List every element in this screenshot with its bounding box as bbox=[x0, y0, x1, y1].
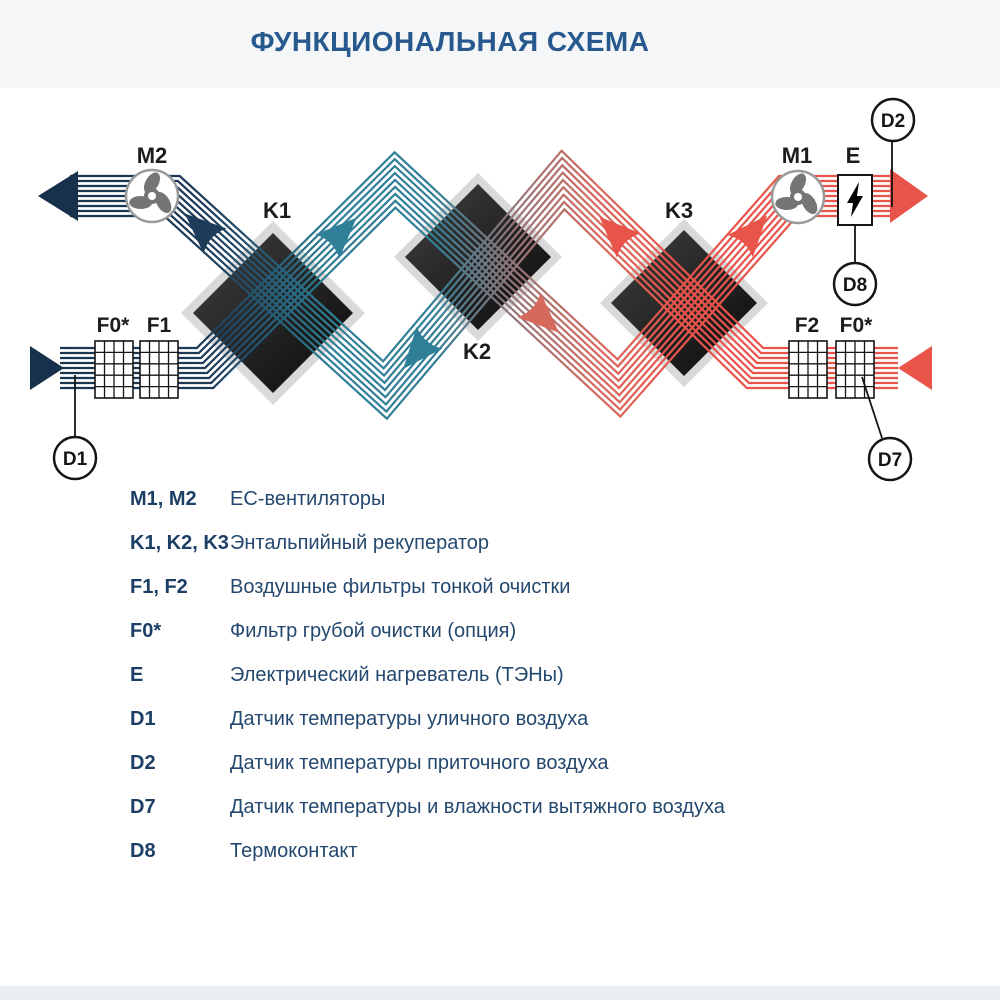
label-exchanger-k2: K2 bbox=[462, 339, 492, 364]
filter-f0-right bbox=[836, 341, 874, 398]
legend bbox=[130, 486, 910, 882]
fan-m1-icon bbox=[770, 171, 827, 223]
legend-key: D1 bbox=[130, 708, 156, 730]
legend-row bbox=[130, 618, 910, 644]
label-fan-m2: M2 bbox=[136, 143, 168, 168]
legend-key: F0* bbox=[130, 620, 162, 642]
street-intake-arrow-icon bbox=[30, 346, 64, 390]
label-exchanger-k1: K1 bbox=[262, 198, 292, 223]
exhaust-outlet-arrow-icon bbox=[38, 171, 78, 221]
filter-f2 bbox=[789, 341, 827, 398]
legend-row bbox=[130, 838, 910, 864]
sensor-d1 bbox=[54, 437, 96, 479]
legend-description: Датчик температуры приточного воздуха bbox=[230, 752, 609, 774]
legend-row bbox=[130, 530, 910, 556]
label-fan-m1: M1 bbox=[781, 143, 813, 168]
heater-e bbox=[838, 175, 872, 225]
sensor-d1-label: D1 bbox=[62, 448, 88, 470]
fan-m2-icon bbox=[124, 170, 181, 222]
supply-outlet-arrow-icon bbox=[890, 169, 928, 223]
legend-description: Фильтр грубой очистки (опция) bbox=[230, 620, 517, 642]
legend-row bbox=[130, 706, 910, 732]
sensor-d2 bbox=[872, 99, 914, 141]
sensor-d7 bbox=[869, 438, 911, 480]
legend-description: Воздушные фильтры тонкой очистки bbox=[230, 576, 571, 598]
legend-description: Датчик температуры уличного воздуха bbox=[230, 708, 589, 730]
page-title: ФУНКЦИОНАЛЬНАЯ СХЕМА bbox=[250, 26, 650, 57]
sensor-d2-label: D2 bbox=[880, 110, 906, 132]
legend-description: Термоконтакт bbox=[230, 840, 358, 862]
sensor-d8 bbox=[834, 263, 876, 305]
extract-intake-arrow-icon bbox=[898, 346, 932, 390]
legend-key: D7 bbox=[130, 796, 156, 818]
legend-key: D8 bbox=[130, 840, 156, 862]
filter-f0-left bbox=[95, 341, 133, 398]
legend-key: K1, K2, K3 bbox=[130, 532, 229, 554]
legend-description: Электрический нагреватель (ТЭНы) bbox=[230, 664, 564, 686]
filter-f1 bbox=[140, 341, 178, 398]
legend-key: M1, M2 bbox=[130, 488, 197, 510]
legend-description: EC-вентиляторы bbox=[230, 488, 386, 510]
label-exchanger-k3: K3 bbox=[664, 198, 694, 223]
bottom-strip bbox=[0, 986, 1000, 1000]
legend-description: Энтальпийный рекуператор bbox=[230, 532, 490, 554]
label-heater-e: E bbox=[845, 143, 861, 168]
legend-row bbox=[130, 662, 910, 688]
legend-row bbox=[130, 794, 910, 820]
label-filter-f0-left: F0* bbox=[96, 314, 130, 337]
sensor-d7-label: D7 bbox=[877, 449, 903, 471]
legend-row bbox=[130, 486, 910, 512]
sensor-d8-label: D8 bbox=[842, 274, 868, 296]
label-filter-f1: F1 bbox=[146, 314, 172, 337]
functional-diagram bbox=[0, 85, 1000, 505]
legend-row bbox=[130, 574, 910, 600]
legend-key: F1, F2 bbox=[130, 576, 188, 598]
legend-key: E bbox=[130, 664, 144, 686]
label-filter-f2: F2 bbox=[794, 314, 820, 337]
legend-description: Датчик температуры и влажности вытяжного воздуха bbox=[230, 796, 725, 818]
legend-row bbox=[130, 750, 910, 776]
scheme-svg bbox=[0, 85, 1000, 505]
label-filter-f0-right: F0* bbox=[839, 314, 873, 337]
legend-key: D2 bbox=[130, 752, 156, 774]
